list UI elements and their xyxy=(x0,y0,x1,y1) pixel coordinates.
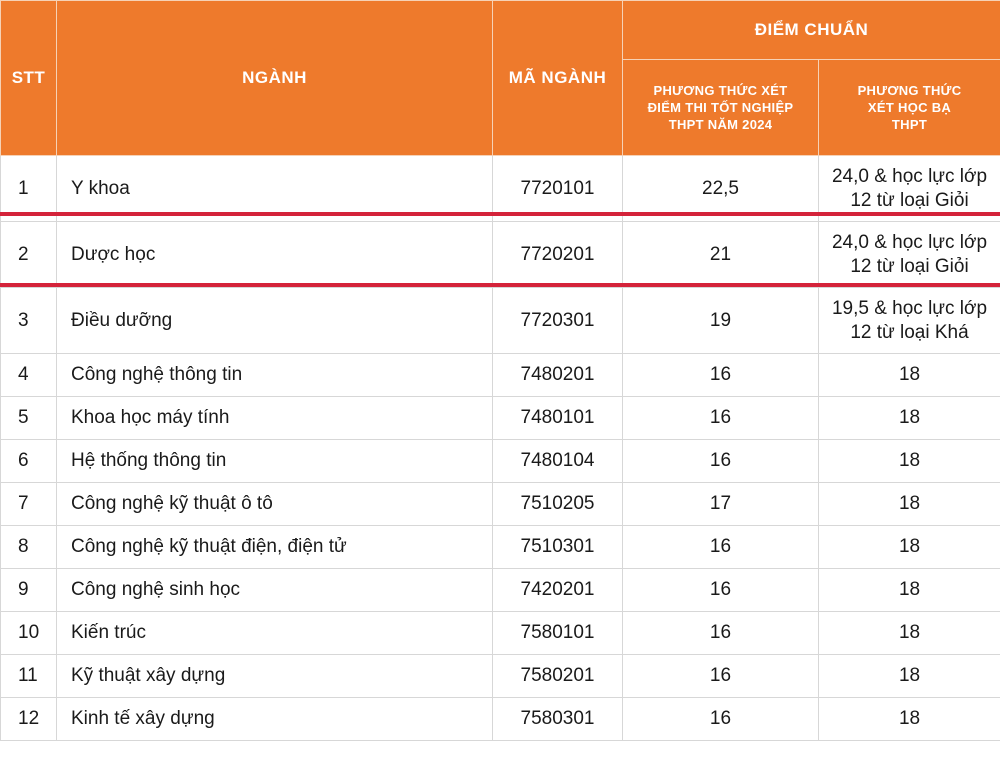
cell-nganh: Công nghệ sinh học xyxy=(57,569,493,612)
cell-stt: 4 xyxy=(1,354,57,397)
header-pt-hocba-line: PHƯƠNG THỨC xyxy=(857,83,962,98)
hoc-ba-line: 24,0 & học lực lớp xyxy=(831,165,988,187)
header-pt-thpt-line: THPT NĂM 2024 xyxy=(668,117,773,132)
cell-stt: 2 xyxy=(1,222,57,288)
header-stt: STT xyxy=(1,1,57,156)
cell-ma-nganh: 7480101 xyxy=(493,397,623,440)
cell-diem-thpt: 16 xyxy=(623,569,819,612)
cell-diem-thpt: 16 xyxy=(623,440,819,483)
cell-stt: 11 xyxy=(1,655,57,698)
header-nganh: NGÀNH xyxy=(57,1,493,156)
cell-diem-thpt: 16 xyxy=(623,698,819,741)
cell-ma-nganh: 7420201 xyxy=(493,569,623,612)
cell-diem-hoc-ba: 18 xyxy=(819,655,1000,698)
cell-ma-nganh: 7510205 xyxy=(493,483,623,526)
header-phuong-thuc-thpt xyxy=(623,60,819,156)
cell-ma-nganh: 7580101 xyxy=(493,612,623,655)
cell-diem-hoc-ba xyxy=(819,222,1000,288)
hoc-ba-line: 12 từ loại Khá xyxy=(850,321,969,343)
cell-ma-nganh: 7580201 xyxy=(493,655,623,698)
cell-ma-nganh: 7480201 xyxy=(493,354,623,397)
table-row xyxy=(1,288,1000,354)
header-pt-thpt-line: PHƯƠNG THỨC XÉT xyxy=(653,83,788,98)
cell-nganh: Công nghệ kỹ thuật điện, điện tử xyxy=(57,526,493,569)
header-pt-thpt-line: ĐIỂM THI TỐT NGHIỆP xyxy=(647,100,794,115)
cell-diem-hoc-ba: 18 xyxy=(819,612,1000,655)
highlight-line-bottom xyxy=(0,283,1000,287)
cell-nganh: Khoa học máy tính xyxy=(57,397,493,440)
header-phuong-thuc-hoc-ba xyxy=(819,60,1000,156)
hoc-ba-line: 12 từ loại Giỏi xyxy=(850,255,969,277)
cell-diem-thpt: 16 xyxy=(623,354,819,397)
table-row xyxy=(1,483,1000,526)
cell-stt: 7 xyxy=(1,483,57,526)
cell-ma-nganh: 7720101 xyxy=(493,156,623,222)
header-ma-nganh: MÃ NGÀNH xyxy=(493,1,623,156)
cell-diem-thpt: 19 xyxy=(623,288,819,354)
cell-diem-hoc-ba: 18 xyxy=(819,397,1000,440)
cell-stt: 5 xyxy=(1,397,57,440)
header-pt-hocba-line: THPT xyxy=(891,117,928,132)
cell-ma-nganh: 7720301 xyxy=(493,288,623,354)
cell-diem-hoc-ba: 18 xyxy=(819,526,1000,569)
cell-nganh: Công nghệ kỹ thuật ô tô xyxy=(57,483,493,526)
cell-diem-thpt: 16 xyxy=(623,612,819,655)
table-row xyxy=(1,526,1000,569)
table-row xyxy=(1,397,1000,440)
cell-nganh: Hệ thống thông tin xyxy=(57,440,493,483)
cell-ma-nganh: 7480104 xyxy=(493,440,623,483)
cell-stt: 8 xyxy=(1,526,57,569)
table-row xyxy=(1,612,1000,655)
cell-stt: 1 xyxy=(1,156,57,222)
header-diem-chuan: ĐIỂM CHUẨN xyxy=(623,1,1000,60)
table-row xyxy=(1,440,1000,483)
cell-nganh: Kinh tế xây dựng xyxy=(57,698,493,741)
cell-diem-thpt: 17 xyxy=(623,483,819,526)
cell-stt: 12 xyxy=(1,698,57,741)
hoc-ba-line: 12 từ loại Giỏi xyxy=(850,189,969,211)
cell-nganh: Công nghệ thông tin xyxy=(57,354,493,397)
cell-diem-hoc-ba: 18 xyxy=(819,354,1000,397)
cell-ma-nganh: 7580301 xyxy=(493,698,623,741)
hoc-ba-line: 19,5 & học lực lớp xyxy=(831,297,988,319)
cell-stt: 9 xyxy=(1,569,57,612)
table-row xyxy=(1,569,1000,612)
cell-diem-hoc-ba: 18 xyxy=(819,569,1000,612)
cell-diem-thpt: 16 xyxy=(623,655,819,698)
table-row xyxy=(1,222,1000,288)
cell-diem-hoc-ba xyxy=(819,288,1000,354)
cell-stt: 3 xyxy=(1,288,57,354)
table-row xyxy=(1,655,1000,698)
cell-diem-hoc-ba: 18 xyxy=(819,698,1000,741)
table-row xyxy=(1,698,1000,741)
cell-diem-hoc-ba: 18 xyxy=(819,440,1000,483)
table-row xyxy=(1,354,1000,397)
hoc-ba-line: 24,0 & học lực lớp xyxy=(831,231,988,253)
cell-stt: 6 xyxy=(1,440,57,483)
highlight-line-top xyxy=(0,212,1000,216)
cell-nganh: Y khoa xyxy=(57,156,493,222)
cell-ma-nganh: 7510301 xyxy=(493,526,623,569)
cell-ma-nganh: 7720201 xyxy=(493,222,623,288)
cell-nganh: Dược học xyxy=(57,222,493,288)
cell-diem-thpt: 16 xyxy=(623,397,819,440)
cell-nganh: Kỹ thuật xây dựng xyxy=(57,655,493,698)
cell-diem-thpt: 21 xyxy=(623,222,819,288)
cell-stt: 10 xyxy=(1,612,57,655)
cell-diem-thpt: 22,5 xyxy=(623,156,819,222)
cell-diem-hoc-ba: 18 xyxy=(819,483,1000,526)
cell-diem-thpt: 16 xyxy=(623,526,819,569)
header-pt-hocba-line: XÉT HỌC BẠ xyxy=(867,100,952,115)
cell-nganh: Điều dưỡng xyxy=(57,288,493,354)
cell-nganh: Kiến trúc xyxy=(57,612,493,655)
